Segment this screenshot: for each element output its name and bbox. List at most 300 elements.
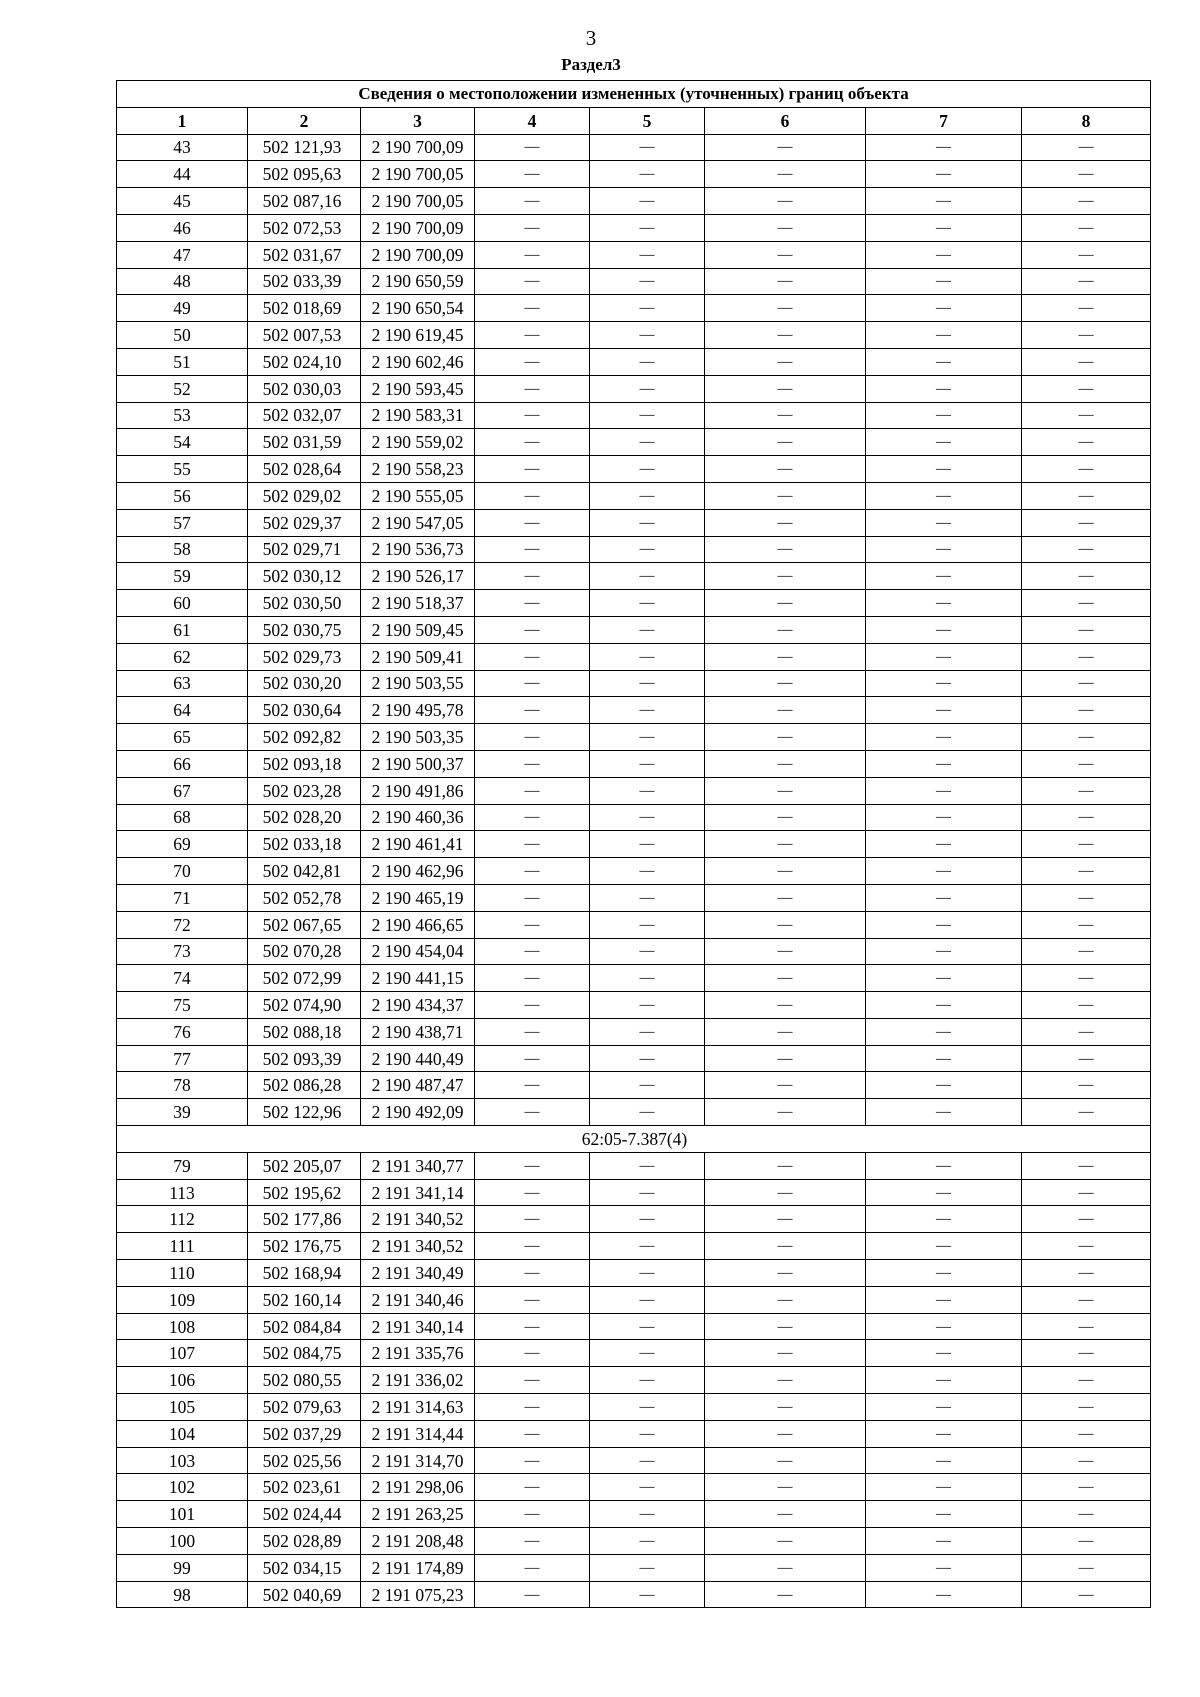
- point-number: 75: [117, 992, 248, 1019]
- empty-value-dash: —: [590, 1233, 705, 1260]
- empty-value-dash: —: [1022, 563, 1151, 590]
- table-row: [117, 590, 1151, 617]
- table-row: [117, 268, 1151, 295]
- empty-value-dash: —: [590, 1554, 705, 1581]
- empty-value-dash: —: [705, 348, 866, 375]
- point-number: 63: [117, 670, 248, 697]
- empty-value-dash: —: [705, 965, 866, 992]
- coordinate-x: 502 070,28: [248, 938, 361, 965]
- table-row: [117, 616, 1151, 643]
- empty-value-dash: —: [590, 616, 705, 643]
- table-row: [117, 1233, 1151, 1260]
- group-label: 62:05-7.387(4): [117, 1126, 1151, 1153]
- point-number: 58: [117, 536, 248, 563]
- empty-value-dash: —: [1022, 1313, 1151, 1340]
- point-number: 65: [117, 724, 248, 751]
- point-number: 99: [117, 1554, 248, 1581]
- point-number: 50: [117, 322, 248, 349]
- empty-value-dash: —: [866, 161, 1022, 188]
- empty-value-dash: —: [1022, 1447, 1151, 1474]
- coordinate-x: 502 030,20: [248, 670, 361, 697]
- coordinate-x: 502 093,18: [248, 750, 361, 777]
- empty-value-dash: —: [1022, 482, 1151, 509]
- empty-value-dash: —: [1022, 911, 1151, 938]
- empty-value-dash: —: [590, 241, 705, 268]
- table-row: [117, 1286, 1151, 1313]
- coordinate-x: 502 080,55: [248, 1367, 361, 1394]
- empty-value-dash: —: [866, 590, 1022, 617]
- coordinate-x: 502 095,63: [248, 161, 361, 188]
- empty-value-dash: —: [1022, 643, 1151, 670]
- empty-value-dash: —: [590, 188, 705, 215]
- empty-value-dash: —: [866, 1206, 1022, 1233]
- coordinate-y: 2 190 559,02: [361, 429, 475, 456]
- coordinate-x: 502 029,73: [248, 643, 361, 670]
- coordinate-x: 502 087,16: [248, 188, 361, 215]
- empty-value-dash: —: [705, 563, 866, 590]
- empty-value-dash: —: [1022, 509, 1151, 536]
- coordinate-x: 502 031,67: [248, 241, 361, 268]
- coordinate-y: 2 190 466,65: [361, 911, 475, 938]
- empty-value-dash: —: [475, 563, 590, 590]
- point-number: 111: [117, 1233, 248, 1260]
- point-number: 51: [117, 348, 248, 375]
- coordinate-y: 2 190 438,71: [361, 1018, 475, 1045]
- point-number: 113: [117, 1179, 248, 1206]
- point-number: 103: [117, 1447, 248, 1474]
- point-number: 77: [117, 1045, 248, 1072]
- table-row: [117, 724, 1151, 751]
- empty-value-dash: —: [475, 509, 590, 536]
- empty-value-dash: —: [705, 1179, 866, 1206]
- empty-value-dash: —: [1022, 456, 1151, 483]
- coordinate-y: 2 191 340,52: [361, 1233, 475, 1260]
- boundary-coordinates-table: [116, 80, 1151, 1608]
- empty-value-dash: —: [705, 375, 866, 402]
- empty-value-dash: —: [475, 1152, 590, 1179]
- point-number: 59: [117, 563, 248, 590]
- coordinate-y: 2 191 314,70: [361, 1447, 475, 1474]
- empty-value-dash: —: [590, 1260, 705, 1287]
- point-number: 72: [117, 911, 248, 938]
- coordinate-y: 2 190 700,09: [361, 241, 475, 268]
- coordinate-y: 2 190 700,05: [361, 161, 475, 188]
- empty-value-dash: —: [475, 1528, 590, 1555]
- coordinate-y: 2 190 602,46: [361, 348, 475, 375]
- empty-value-dash: —: [705, 1286, 866, 1313]
- empty-value-dash: —: [475, 536, 590, 563]
- coordinate-y: 2 191 336,02: [361, 1367, 475, 1394]
- empty-value-dash: —: [705, 616, 866, 643]
- coordinate-x: 502 177,86: [248, 1206, 361, 1233]
- coordinate-y: 2 190 593,45: [361, 375, 475, 402]
- empty-value-dash: —: [590, 322, 705, 349]
- empty-value-dash: —: [866, 1233, 1022, 1260]
- empty-value-dash: —: [1022, 1367, 1151, 1394]
- empty-value-dash: —: [866, 134, 1022, 161]
- empty-value-dash: —: [590, 1045, 705, 1072]
- table-row: [117, 643, 1151, 670]
- empty-value-dash: —: [475, 590, 590, 617]
- empty-value-dash: —: [705, 1367, 866, 1394]
- empty-value-dash: —: [475, 429, 590, 456]
- empty-value-dash: —: [590, 509, 705, 536]
- empty-value-dash: —: [475, 456, 590, 483]
- table-row: [117, 1152, 1151, 1179]
- empty-value-dash: —: [590, 697, 705, 724]
- table-row: [117, 1420, 1151, 1447]
- empty-value-dash: —: [590, 375, 705, 402]
- column-header: 5: [590, 107, 705, 134]
- empty-value-dash: —: [866, 1313, 1022, 1340]
- coordinate-y: 2 190 526,17: [361, 563, 475, 590]
- point-number: 56: [117, 482, 248, 509]
- coordinate-y: 2 190 465,19: [361, 884, 475, 911]
- coordinate-x: 502 029,71: [248, 536, 361, 563]
- point-number: 76: [117, 1018, 248, 1045]
- empty-value-dash: —: [866, 938, 1022, 965]
- empty-value-dash: —: [1022, 1420, 1151, 1447]
- point-number: 57: [117, 509, 248, 536]
- coordinate-x: 502 121,93: [248, 134, 361, 161]
- coordinate-x: 502 072,99: [248, 965, 361, 992]
- empty-value-dash: —: [590, 1474, 705, 1501]
- table-row: [117, 1018, 1151, 1045]
- empty-value-dash: —: [1022, 858, 1151, 885]
- empty-value-dash: —: [705, 804, 866, 831]
- coordinate-y: 2 190 619,45: [361, 322, 475, 349]
- point-number: 43: [117, 134, 248, 161]
- point-number: 101: [117, 1501, 248, 1528]
- table-row: [117, 456, 1151, 483]
- empty-value-dash: —: [866, 804, 1022, 831]
- empty-value-dash: —: [866, 241, 1022, 268]
- empty-value-dash: —: [475, 1474, 590, 1501]
- coordinate-y: 2 191 340,14: [361, 1313, 475, 1340]
- empty-value-dash: —: [866, 1501, 1022, 1528]
- empty-value-dash: —: [1022, 750, 1151, 777]
- empty-value-dash: —: [1022, 429, 1151, 456]
- point-number: 66: [117, 750, 248, 777]
- empty-value-dash: —: [705, 1045, 866, 1072]
- empty-value-dash: —: [705, 134, 866, 161]
- coordinate-y: 2 190 583,31: [361, 402, 475, 429]
- coordinate-x: 502 195,62: [248, 1179, 361, 1206]
- point-number: 53: [117, 402, 248, 429]
- coordinate-y: 2 191 263,25: [361, 1501, 475, 1528]
- empty-value-dash: —: [866, 1286, 1022, 1313]
- empty-value-dash: —: [475, 161, 590, 188]
- coordinate-x: 502 028,20: [248, 804, 361, 831]
- empty-value-dash: —: [590, 1099, 705, 1126]
- coordinate-x: 502 042,81: [248, 858, 361, 885]
- empty-value-dash: —: [475, 1394, 590, 1421]
- column-header: 1: [117, 107, 248, 134]
- coordinate-x: 502 079,63: [248, 1394, 361, 1421]
- point-number: 106: [117, 1367, 248, 1394]
- coordinate-x: 502 024,44: [248, 1501, 361, 1528]
- empty-value-dash: —: [866, 1394, 1022, 1421]
- coordinate-y: 2 190 462,96: [361, 858, 475, 885]
- empty-value-dash: —: [1022, 214, 1151, 241]
- coordinate-y: 2 190 441,15: [361, 965, 475, 992]
- empty-value-dash: —: [1022, 322, 1151, 349]
- empty-value-dash: —: [866, 509, 1022, 536]
- empty-value-dash: —: [590, 456, 705, 483]
- coordinate-y: 2 190 555,05: [361, 482, 475, 509]
- empty-value-dash: —: [705, 750, 866, 777]
- empty-value-dash: —: [475, 1420, 590, 1447]
- empty-value-dash: —: [590, 1528, 705, 1555]
- empty-value-dash: —: [475, 1367, 590, 1394]
- empty-value-dash: —: [1022, 1206, 1151, 1233]
- empty-value-dash: —: [705, 724, 866, 751]
- empty-value-dash: —: [866, 536, 1022, 563]
- table-row: [117, 831, 1151, 858]
- coordinate-y: 2 190 461,41: [361, 831, 475, 858]
- empty-value-dash: —: [1022, 1554, 1151, 1581]
- table-row: [117, 375, 1151, 402]
- empty-value-dash: —: [475, 134, 590, 161]
- point-number: 64: [117, 697, 248, 724]
- empty-value-dash: —: [705, 1072, 866, 1099]
- empty-value-dash: —: [866, 616, 1022, 643]
- table-row: [117, 1528, 1151, 1555]
- empty-value-dash: —: [866, 1179, 1022, 1206]
- coordinate-x: 502 074,90: [248, 992, 361, 1019]
- empty-value-dash: —: [1022, 536, 1151, 563]
- coordinate-x: 502 018,69: [248, 295, 361, 322]
- empty-value-dash: —: [475, 831, 590, 858]
- coordinate-y: 2 190 495,78: [361, 697, 475, 724]
- empty-value-dash: —: [590, 670, 705, 697]
- coordinate-x: 502 028,64: [248, 456, 361, 483]
- coordinate-y: 2 190 460,36: [361, 804, 475, 831]
- empty-value-dash: —: [475, 268, 590, 295]
- table-body-part2: [117, 1152, 1151, 1608]
- empty-value-dash: —: [475, 938, 590, 965]
- empty-value-dash: —: [705, 1474, 866, 1501]
- table-row: [117, 1179, 1151, 1206]
- empty-value-dash: —: [866, 188, 1022, 215]
- empty-value-dash: —: [590, 590, 705, 617]
- empty-value-dash: —: [866, 1528, 1022, 1555]
- coordinate-x: 502 029,37: [248, 509, 361, 536]
- empty-value-dash: —: [705, 777, 866, 804]
- point-number: 68: [117, 804, 248, 831]
- empty-value-dash: —: [1022, 1394, 1151, 1421]
- empty-value-dash: —: [866, 1099, 1022, 1126]
- coordinate-x: 502 029,02: [248, 482, 361, 509]
- empty-value-dash: —: [590, 134, 705, 161]
- empty-value-dash: —: [1022, 1286, 1151, 1313]
- coordinate-x: 502 176,75: [248, 1233, 361, 1260]
- table-row: [117, 670, 1151, 697]
- empty-value-dash: —: [590, 911, 705, 938]
- coordinate-y: 2 191 340,77: [361, 1152, 475, 1179]
- empty-value-dash: —: [866, 1072, 1022, 1099]
- empty-value-dash: —: [475, 1501, 590, 1528]
- empty-value-dash: —: [590, 1420, 705, 1447]
- column-header: 3: [361, 107, 475, 134]
- coordinate-x: 502 072,53: [248, 214, 361, 241]
- empty-value-dash: —: [475, 402, 590, 429]
- table-row: [117, 1367, 1151, 1394]
- empty-value-dash: —: [590, 884, 705, 911]
- table-row: [117, 1474, 1151, 1501]
- empty-value-dash: —: [866, 1554, 1022, 1581]
- empty-value-dash: —: [1022, 1179, 1151, 1206]
- point-number: 45: [117, 188, 248, 215]
- empty-value-dash: —: [866, 482, 1022, 509]
- point-number: 107: [117, 1340, 248, 1367]
- table-row: [117, 161, 1151, 188]
- table-row: [117, 965, 1151, 992]
- empty-value-dash: —: [475, 1233, 590, 1260]
- point-number: 60: [117, 590, 248, 617]
- empty-value-dash: —: [705, 241, 866, 268]
- empty-value-dash: —: [590, 858, 705, 885]
- coordinate-y: 2 190 700,09: [361, 134, 475, 161]
- empty-value-dash: —: [705, 1018, 866, 1045]
- empty-value-dash: —: [866, 643, 1022, 670]
- table-row: [117, 1340, 1151, 1367]
- column-header: 6: [705, 107, 866, 134]
- coordinate-x: 502 030,75: [248, 616, 361, 643]
- coordinate-y: 2 190 500,37: [361, 750, 475, 777]
- empty-value-dash: —: [590, 938, 705, 965]
- coordinate-x: 502 122,96: [248, 1099, 361, 1126]
- empty-value-dash: —: [705, 670, 866, 697]
- empty-value-dash: —: [475, 1447, 590, 1474]
- coordinate-y: 2 190 503,35: [361, 724, 475, 751]
- coordinate-x: 502 023,28: [248, 777, 361, 804]
- table-row: [117, 884, 1151, 911]
- empty-value-dash: —: [866, 268, 1022, 295]
- point-number: 71: [117, 884, 248, 911]
- empty-value-dash: —: [475, 1179, 590, 1206]
- empty-value-dash: —: [866, 429, 1022, 456]
- empty-value-dash: —: [705, 911, 866, 938]
- empty-value-dash: —: [590, 1340, 705, 1367]
- empty-value-dash: —: [705, 482, 866, 509]
- empty-value-dash: —: [475, 1313, 590, 1340]
- table-row: [117, 1206, 1151, 1233]
- empty-value-dash: —: [590, 643, 705, 670]
- coordinate-y: 2 190 454,04: [361, 938, 475, 965]
- empty-value-dash: —: [1022, 670, 1151, 697]
- table-row: [117, 1072, 1151, 1099]
- table-row: [117, 1501, 1151, 1528]
- empty-value-dash: —: [705, 1206, 866, 1233]
- empty-value-dash: —: [590, 482, 705, 509]
- coordinate-x: 502 067,65: [248, 911, 361, 938]
- empty-value-dash: —: [866, 295, 1022, 322]
- empty-value-dash: —: [705, 1420, 866, 1447]
- empty-value-dash: —: [475, 1045, 590, 1072]
- empty-value-dash: —: [475, 965, 590, 992]
- empty-value-dash: —: [866, 1045, 1022, 1072]
- empty-value-dash: —: [1022, 134, 1151, 161]
- empty-value-dash: —: [590, 536, 705, 563]
- coordinate-y: 2 191 340,49: [361, 1260, 475, 1287]
- empty-value-dash: —: [866, 965, 1022, 992]
- point-number: 69: [117, 831, 248, 858]
- empty-value-dash: —: [1022, 1528, 1151, 1555]
- empty-value-dash: —: [866, 992, 1022, 1019]
- empty-value-dash: —: [705, 884, 866, 911]
- coordinate-x: 502 024,10: [248, 348, 361, 375]
- table-row: [117, 911, 1151, 938]
- table-row: [117, 1554, 1151, 1581]
- empty-value-dash: —: [705, 295, 866, 322]
- empty-value-dash: —: [1022, 724, 1151, 751]
- empty-value-dash: —: [705, 1340, 866, 1367]
- column-header: 7: [866, 107, 1022, 134]
- empty-value-dash: —: [705, 268, 866, 295]
- point-number: 48: [117, 268, 248, 295]
- coordinate-y: 2 190 487,47: [361, 1072, 475, 1099]
- coordinate-x: 502 007,53: [248, 322, 361, 349]
- empty-value-dash: —: [590, 777, 705, 804]
- empty-value-dash: —: [705, 1260, 866, 1287]
- empty-value-dash: —: [1022, 295, 1151, 322]
- empty-value-dash: —: [475, 670, 590, 697]
- empty-value-dash: —: [590, 1206, 705, 1233]
- empty-value-dash: —: [590, 1179, 705, 1206]
- coordinate-x: 502 030,64: [248, 697, 361, 724]
- empty-value-dash: —: [590, 804, 705, 831]
- empty-value-dash: —: [705, 1313, 866, 1340]
- empty-value-dash: —: [866, 563, 1022, 590]
- empty-value-dash: —: [590, 429, 705, 456]
- table-row: [117, 804, 1151, 831]
- empty-value-dash: —: [705, 1554, 866, 1581]
- table-row: [117, 1394, 1151, 1421]
- coordinate-x: 502 034,15: [248, 1554, 361, 1581]
- empty-value-dash: —: [475, 697, 590, 724]
- empty-value-dash: —: [475, 1018, 590, 1045]
- empty-value-dash: —: [705, 831, 866, 858]
- empty-value-dash: —: [866, 831, 1022, 858]
- empty-value-dash: —: [866, 1447, 1022, 1474]
- empty-value-dash: —: [705, 188, 866, 215]
- empty-value-dash: —: [475, 1206, 590, 1233]
- coordinate-x: 502 030,03: [248, 375, 361, 402]
- coordinate-y: 2 190 491,86: [361, 777, 475, 804]
- empty-value-dash: —: [590, 724, 705, 751]
- empty-value-dash: —: [705, 643, 866, 670]
- empty-value-dash: —: [866, 670, 1022, 697]
- point-number: 52: [117, 375, 248, 402]
- coordinate-x: 502 030,50: [248, 590, 361, 617]
- empty-value-dash: —: [866, 911, 1022, 938]
- point-number: 73: [117, 938, 248, 965]
- table-row: [117, 322, 1151, 349]
- coordinate-x: 502 160,14: [248, 1286, 361, 1313]
- empty-value-dash: —: [1022, 1018, 1151, 1045]
- empty-value-dash: —: [590, 1501, 705, 1528]
- point-number: 110: [117, 1260, 248, 1287]
- point-number: 74: [117, 965, 248, 992]
- coordinate-x: 502 030,12: [248, 563, 361, 590]
- table-row: [117, 777, 1151, 804]
- coordinate-y: 2 190 650,59: [361, 268, 475, 295]
- empty-value-dash: —: [866, 724, 1022, 751]
- empty-value-dash: —: [475, 643, 590, 670]
- table-row: [117, 1447, 1151, 1474]
- empty-value-dash: —: [590, 295, 705, 322]
